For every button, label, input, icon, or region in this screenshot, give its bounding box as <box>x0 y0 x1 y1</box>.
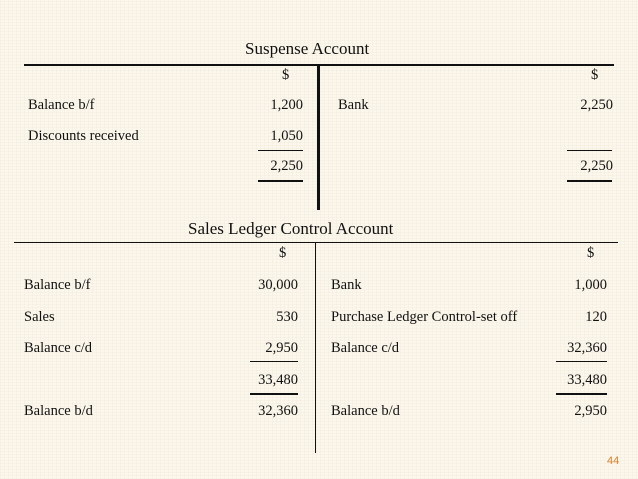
suspense-debit-double-rule <box>258 180 303 182</box>
slca-debit-bd-label: Balance b/d <box>24 403 93 419</box>
slca-top-rule <box>14 242 618 243</box>
slca-divider <box>315 243 316 453</box>
slca-credit-label-2: Balance c/d <box>331 340 400 356</box>
slca-currency-left: $ <box>279 245 287 261</box>
suspense-credit-label-0: Bank <box>338 97 369 113</box>
slca-credit-amount-1: 120 <box>585 309 607 325</box>
suspense-credit-double-rule <box>567 180 612 182</box>
slca-credit-bd-label: Balance b/d <box>331 403 400 419</box>
suspense-debit-label-0: Balance b/f <box>28 97 95 113</box>
slca-debit-double-rule <box>250 393 298 395</box>
slca-debit-amount-0: 30,000 <box>258 277 298 293</box>
suspense-currency-right: $ <box>591 67 599 83</box>
page-number: 44 <box>607 455 620 467</box>
slca-credit-amount-0: 1,000 <box>574 277 607 293</box>
slca-title: Sales Ledger Control Account <box>188 219 394 238</box>
slca-debit-label-1: Sales <box>24 309 55 325</box>
slca-debit-amount-2: 2,950 <box>265 340 298 356</box>
slca-credit-label-1: Purchase Ledger Control-set off <box>331 309 518 325</box>
slca-credit-total: 33,480 <box>567 372 607 388</box>
suspense-debit-total-rule <box>258 150 303 151</box>
slca-credit-amount-2: 32,360 <box>567 340 607 356</box>
slca-credit-label-0: Bank <box>331 277 362 293</box>
slca-debit-total: 33,480 <box>258 372 298 388</box>
suspense-debit-label-1: Discounts received <box>28 128 139 144</box>
slca-debit-amount-1: 530 <box>276 309 298 325</box>
slca-debit-label-0: Balance b/f <box>24 277 91 293</box>
slca-debit-bd-amount: 32,360 <box>258 403 298 419</box>
suspense-title: Suspense Account <box>245 39 370 58</box>
slca-debit-total-rule <box>250 361 298 362</box>
suspense-currency-left: $ <box>282 67 290 83</box>
suspense-debit-amount-1: 1,050 <box>270 128 303 144</box>
suspense-credit-total: 2,250 <box>580 158 613 174</box>
slca-debit-label-2: Balance c/d <box>24 340 93 356</box>
slca-credit-total-rule <box>556 361 607 362</box>
suspense-debit-total: 2,250 <box>270 158 303 174</box>
slca-credit-double-rule <box>556 393 607 395</box>
slca-currency-right: $ <box>587 245 595 261</box>
suspense-divider <box>317 65 320 210</box>
suspense-credit-total-rule <box>567 150 612 151</box>
suspense-debit-amount-0: 1,200 <box>270 97 303 113</box>
suspense-credit-amount-0: 2,250 <box>580 97 613 113</box>
slca-credit-bd-amount: 2,950 <box>574 403 607 419</box>
